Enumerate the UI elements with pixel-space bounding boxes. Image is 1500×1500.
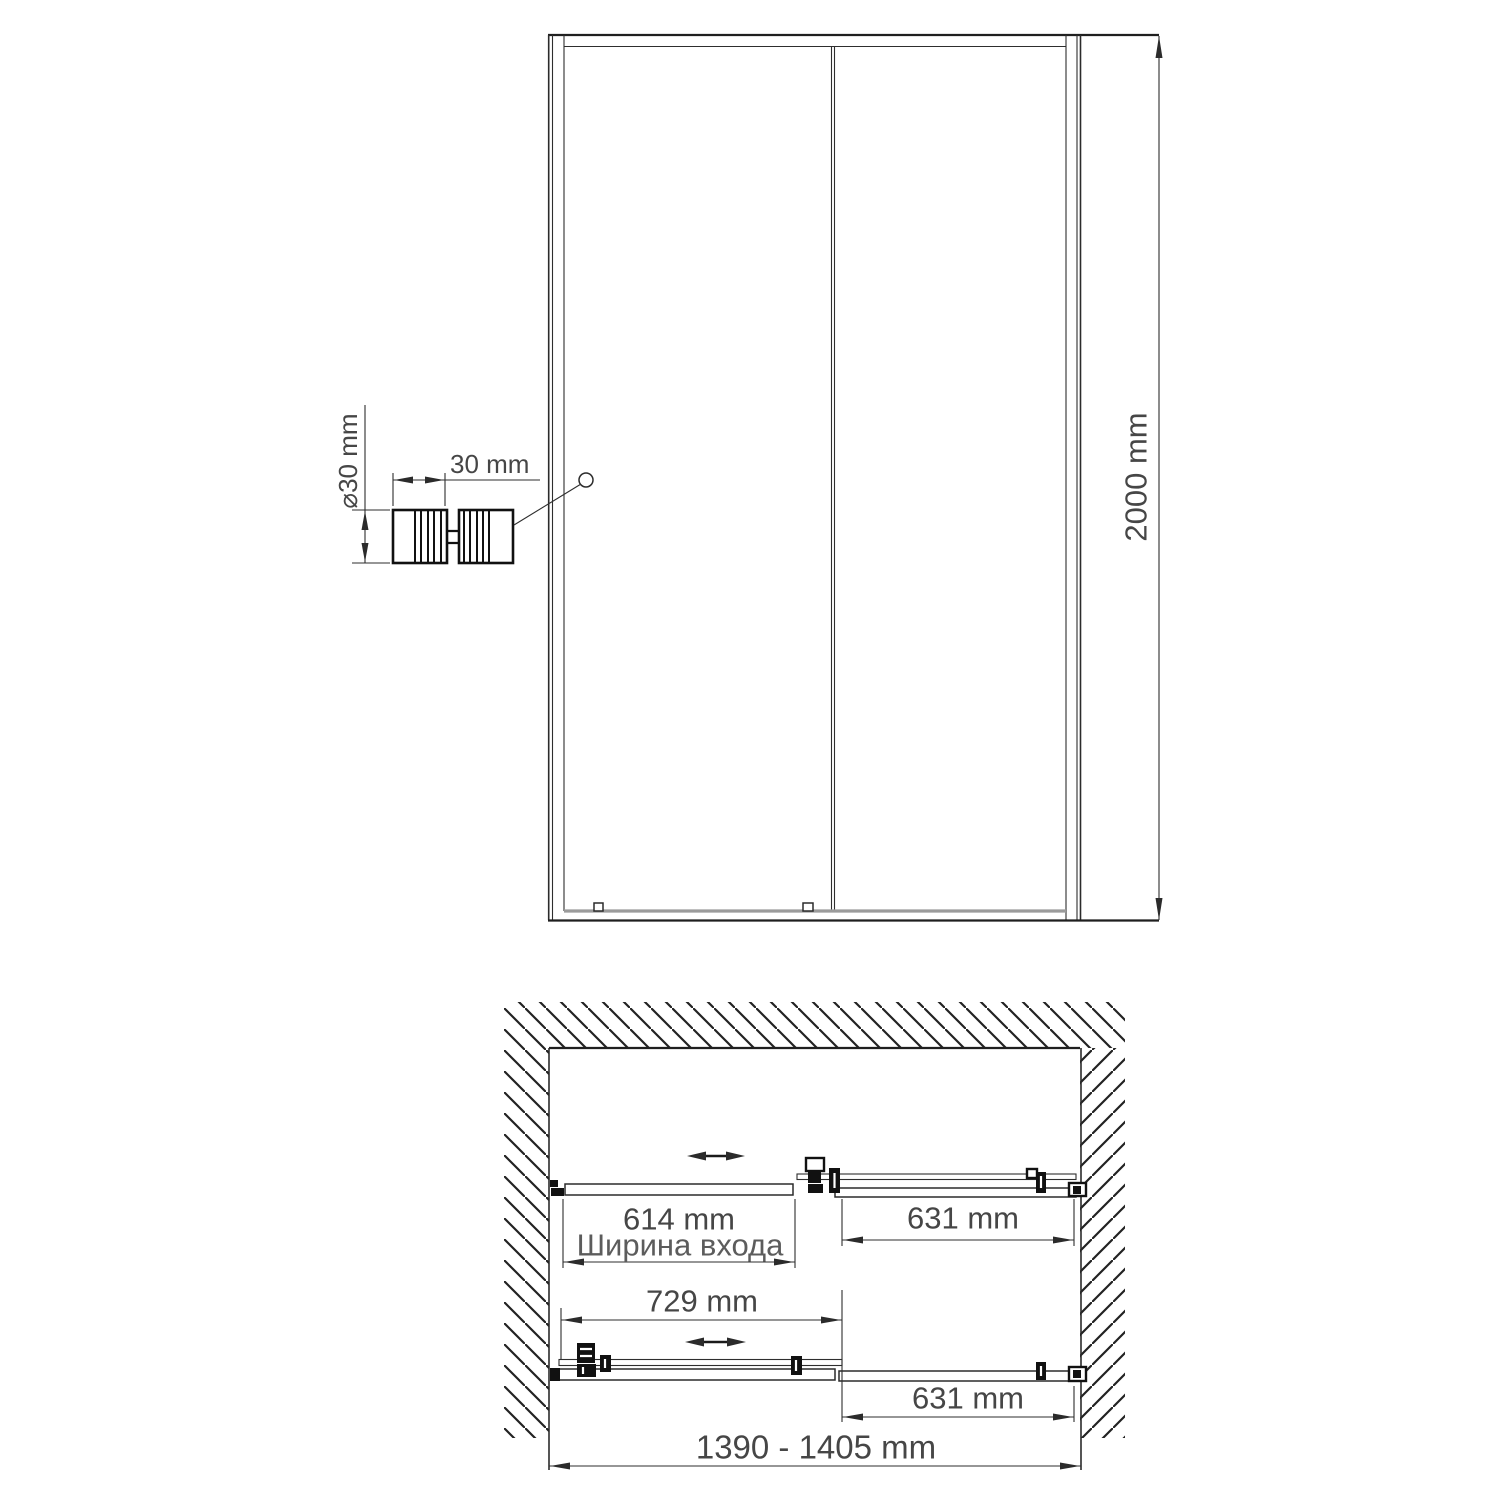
handle-knob-drawing [393, 510, 513, 563]
sliding-panel-open [565, 1184, 793, 1195]
handle-detail-view [333, 405, 581, 563]
fixed-panel-dimension-bottom [842, 1381, 1074, 1423]
height-dimension [1119, 36, 1163, 920]
plan-open-configuration [550, 1152, 1086, 1198]
roller-carriage-open [806, 1158, 840, 1193]
height-dimension-label: 2000 mm [1118, 412, 1154, 542]
roller-carriage-closed [577, 1343, 611, 1377]
plan-closed-configuration [550, 1338, 1086, 1382]
entry-width-dimension [563, 1199, 795, 1268]
entry-width-value: 614 mm [623, 1201, 735, 1237]
panel-divider-line [832, 47, 835, 912]
door-stopper-right [803, 903, 813, 911]
handle-width-label: 30 mm [450, 449, 530, 479]
handle-width-dimension [393, 449, 540, 506]
plan-view [504, 1002, 1125, 1470]
fixed-panel-width-bottom: 631 mm [912, 1380, 1024, 1416]
handle-leader-line [514, 484, 581, 525]
handle-diameter-dimension [333, 405, 390, 563]
handle-hole [579, 473, 593, 487]
slide-direction-arrow-open [687, 1152, 745, 1161]
overall-width-label: 1390 - 1405 mm [695, 1428, 937, 1466]
handle-diameter-label: ⌀30 mm [333, 413, 363, 509]
entry-width-caption: Ширина входа [576, 1227, 784, 1263]
door-stopper-left [594, 903, 603, 911]
fixed-panel-dimension-top [842, 1199, 1074, 1246]
overall-width-dimension [549, 1429, 1081, 1470]
slider-panel-width: 729 mm [646, 1283, 758, 1319]
slide-direction-arrow-closed [685, 1338, 746, 1347]
fixed-panel-width-top: 631 mm [907, 1200, 1019, 1236]
slider-width-dimension [561, 1284, 842, 1423]
front-elevation-view [548, 35, 1159, 921]
